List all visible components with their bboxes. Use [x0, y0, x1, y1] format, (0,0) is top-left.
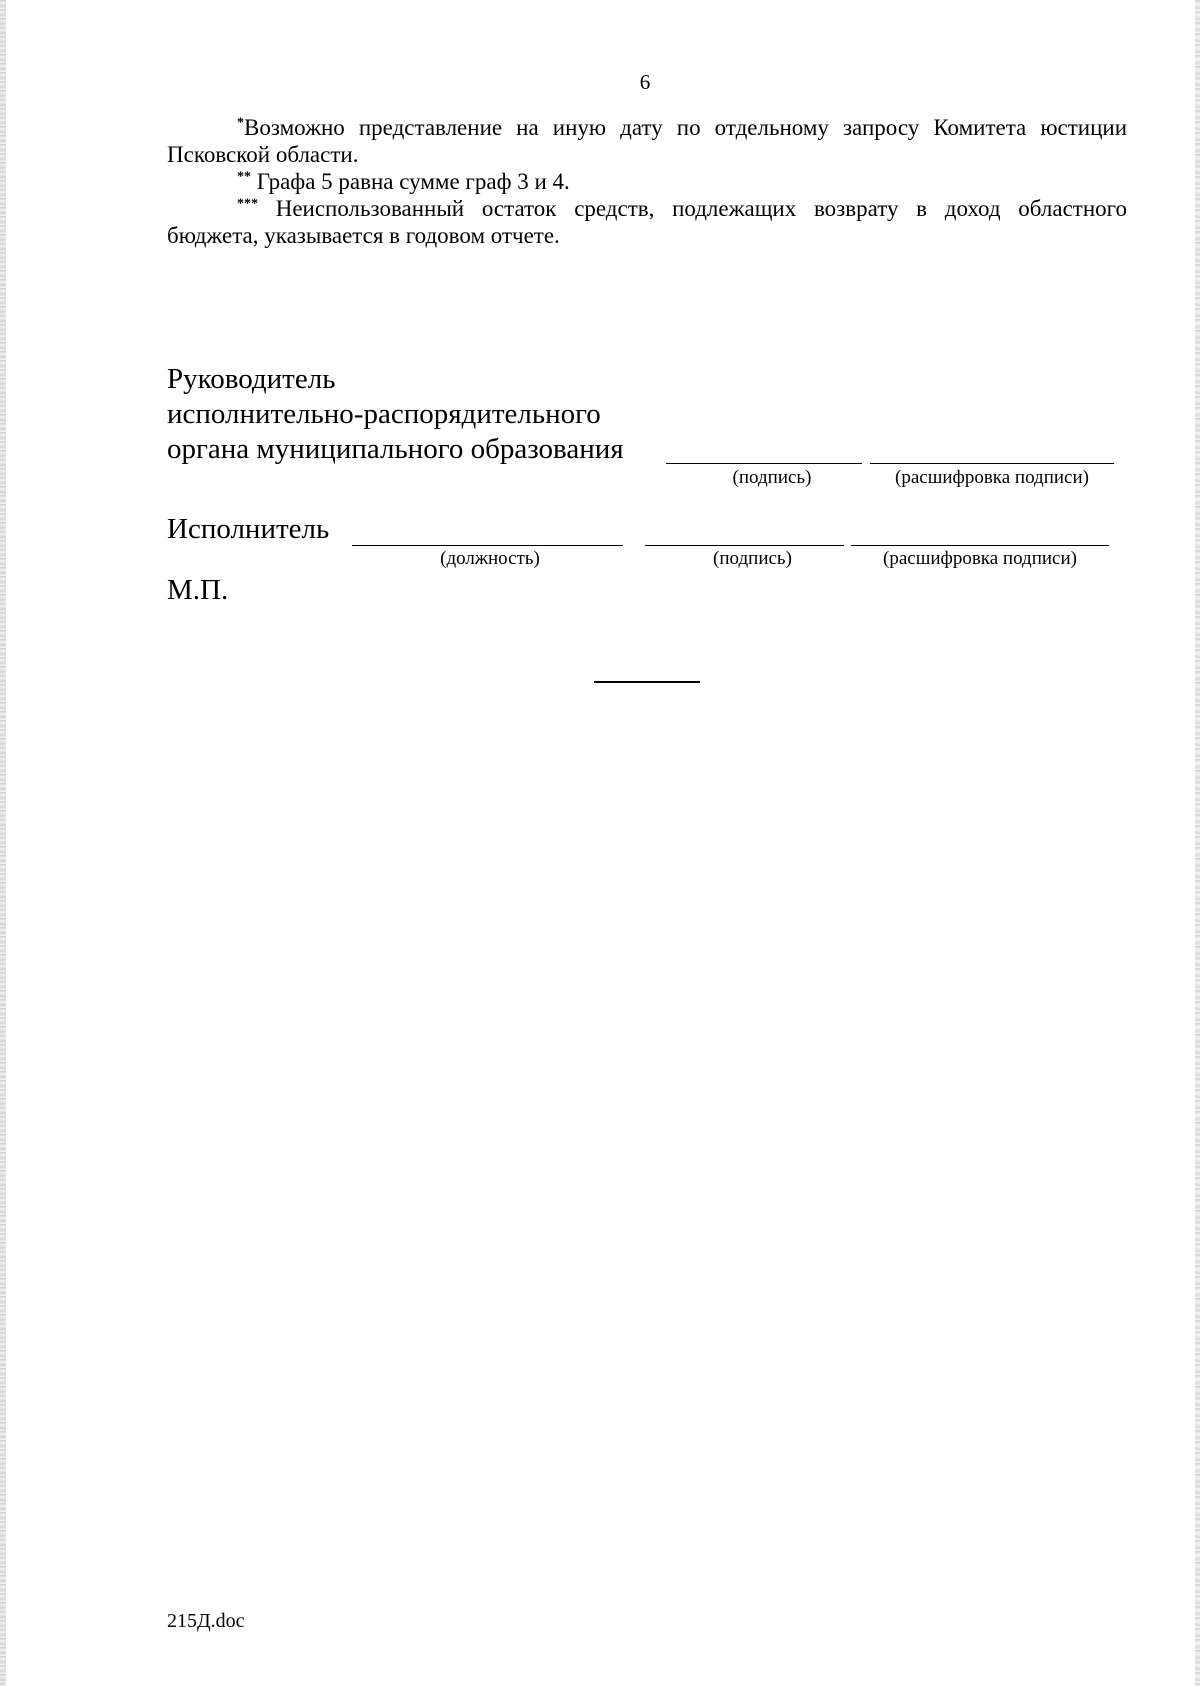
executor-position-line — [352, 545, 623, 546]
head-signature-title — [167, 362, 624, 467]
footnote-1 — [167, 114, 1127, 168]
executor-position-caption: (должность) — [440, 548, 540, 569]
executor-signature-caption: (подпись) — [713, 548, 792, 569]
head-decoding-line — [870, 463, 1114, 464]
footnote-mark: ** — [237, 169, 251, 185]
executor-decoding-caption: (расшифровка подписи) — [883, 548, 1077, 569]
stamp-place-label: М.П. — [167, 574, 229, 606]
executor-label: Исполнитель — [167, 513, 330, 545]
scan-edge-left — [0, 0, 6, 1686]
head-title-line: органа муниципального образования — [167, 433, 624, 465]
head-signature-line — [666, 463, 862, 464]
footnote-text: Неиспользованный остаток средств, подлежащих возврату в доход областного бюджета, указывается в годовом отчете. — [167, 196, 1127, 248]
footnote-mark: *** — [237, 196, 258, 212]
page-number: 6 — [639, 70, 651, 94]
footnote-text: Возможно представление на иную дату по отдельному запросу Комитета юстиции Псковской области. — [167, 115, 1127, 167]
end-of-document-line — [594, 681, 700, 683]
footnote-text: Графа 5 равна сумме граф 3 и 4. — [251, 169, 570, 194]
head-title-line: Руководитель — [167, 363, 336, 395]
footnote-2 — [167, 168, 1127, 195]
scan-edge-right — [1195, 0, 1200, 1686]
executor-signature-line — [645, 545, 844, 546]
footnotes — [167, 114, 1127, 249]
footnote-mark: * — [237, 115, 244, 131]
head-title-line: исполнительно-распорядительного — [167, 398, 601, 430]
executor-decoding-line — [851, 545, 1109, 546]
footnote-3 — [167, 195, 1127, 249]
footer-filename: 215Д.doc — [167, 1610, 245, 1632]
head-signature-caption: (подпись) — [732, 467, 812, 488]
head-decoding-caption: (расшифровка подписи) — [895, 467, 1089, 488]
